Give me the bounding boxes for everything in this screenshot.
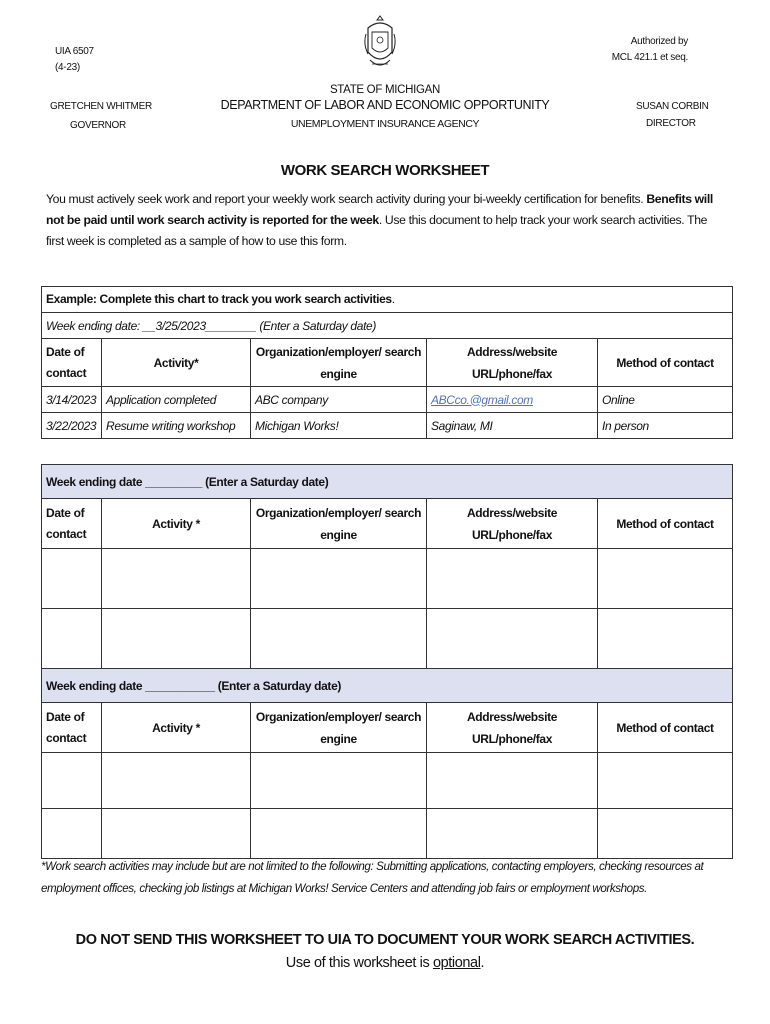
col-header-organization: Organization/employer/ search engine: [251, 339, 427, 387]
input-date[interactable]: [42, 753, 102, 809]
input-activity[interactable]: [102, 549, 251, 609]
cell-organization: ABC company: [251, 387, 427, 413]
col-header-date: Date of contact: [42, 703, 102, 753]
warning-notice: DO NOT SEND THIS WORKSHEET TO UIA TO DOCUMENT YOUR WORK SEARCH ACTIVITIES.: [75, 932, 695, 948]
email-link[interactable]: ABCco.@gmail.com: [431, 392, 533, 407]
optional-notice-end: .: [480, 955, 485, 971]
example-table: [41, 286, 733, 439]
cell-address: [427, 387, 598, 413]
example-week-ending: Week ending date: __3/25/2023________ (Enter a Saturday date): [42, 313, 733, 339]
cell-activity: Application completed: [102, 387, 251, 413]
optional-word: optional: [432, 955, 481, 971]
optional-notice-text: Use of this worksheet is: [285, 955, 433, 971]
department-name: DEPARTMENT OF LABOR AND ECONOMIC OPPORTUNITY: [220, 98, 550, 112]
col-header-method: Method of contact: [598, 499, 733, 549]
col-header-method: Method of contact: [598, 339, 733, 387]
week-one-table: [41, 464, 733, 859]
intro-text: You must actively seek work and report your weekly work search activity during your bi-weekly certification for benefits.: [46, 192, 647, 206]
cell-method: Online: [598, 387, 733, 413]
michigan-seal-icon: [364, 14, 396, 74]
week-one-heading[interactable]: Week ending date _________ (Enter a Saturday date): [42, 465, 733, 499]
example-heading: [42, 287, 733, 313]
director-title: DIRECTOR: [646, 118, 696, 129]
col-header-activity: Activity*: [102, 339, 251, 387]
col-header-address: Address/website URL/phone/fax: [427, 339, 598, 387]
col-header-activity: Activity *: [102, 703, 251, 753]
governor-title: GOVERNOR: [70, 120, 126, 131]
cell-date: 3/14/2023: [42, 387, 102, 413]
input-method[interactable]: [598, 809, 733, 859]
table-row: [42, 753, 733, 809]
input-activity[interactable]: [102, 809, 251, 859]
col-header-date: Date of contact: [42, 339, 102, 387]
table-row: [42, 609, 733, 669]
intro-paragraph: [46, 189, 726, 252]
col-header-address: Address/website URL/phone/fax: [427, 703, 598, 753]
intro-bold-text: Benefits will not be paid until work search activity is reported for the week: [46, 192, 713, 227]
form-id: UIA 6507: [55, 46, 94, 57]
col-header-method: Method of contact: [598, 703, 733, 753]
cell-address: Saginaw, MI: [427, 413, 598, 439]
input-address[interactable]: [427, 609, 598, 669]
input-organization[interactable]: [251, 549, 427, 609]
cell-method: In person: [598, 413, 733, 439]
authorized-by: Authorized by: [630, 36, 688, 47]
col-header-date: Date of contact: [42, 499, 102, 549]
input-activity[interactable]: [102, 753, 251, 809]
table-row: [42, 809, 733, 859]
cell-date: 3/22/2023: [42, 413, 102, 439]
table-row: [42, 413, 733, 439]
week-two-heading[interactable]: Week ending date ___________ (Enter a Saturday date): [42, 669, 733, 703]
optional-notice: [0, 955, 770, 971]
intro-text-end: . Use this document to help track your work search activities. The first week is completed as a sample of how to use this form.: [46, 213, 708, 248]
input-address[interactable]: [427, 809, 598, 859]
example-heading-text: Example: Complete this chart to track you work search activities: [46, 292, 392, 306]
col-header-organization: Organization/employer/ search engine: [251, 499, 427, 549]
table-row: [42, 387, 733, 413]
input-date[interactable]: [42, 549, 102, 609]
input-address[interactable]: [427, 549, 598, 609]
footnote: *Work search activities may include but are not limited to the following: Submitting applications, contacting employers, checking resources at employment offices, checking job listings at Michigan Works! Service Centers and attending job fairs or employment workshops.: [41, 860, 704, 895]
cell-organization: Michigan Works!: [251, 413, 427, 439]
input-activity[interactable]: [102, 609, 251, 669]
table-row: [42, 549, 733, 609]
input-method[interactable]: [598, 753, 733, 809]
input-date[interactable]: [42, 609, 102, 669]
input-organization[interactable]: [251, 753, 427, 809]
form-revision: (4-23): [55, 62, 80, 73]
example-heading-end: .: [391, 292, 395, 306]
col-header-activity: Activity *: [102, 499, 251, 549]
input-organization[interactable]: [251, 809, 427, 859]
cell-activity: Resume writing workshop: [102, 413, 251, 439]
input-method[interactable]: [598, 549, 733, 609]
page-title: WORK SEARCH WORKSHEET: [280, 162, 490, 179]
statute-reference: MCL 421.1 et seq.: [611, 52, 688, 63]
state-name: STATE OF MICHIGAN: [329, 84, 441, 96]
director-name: SUSAN CORBIN: [636, 101, 709, 112]
col-header-organization: Organization/employer/ search engine: [251, 703, 427, 753]
input-organization[interactable]: [251, 609, 427, 669]
input-method[interactable]: [598, 609, 733, 669]
agency-name: UNEMPLOYMENT INSURANCE AGENCY: [290, 118, 480, 130]
governor-name: GRETCHEN WHITMER: [50, 101, 152, 112]
input-date[interactable]: [42, 809, 102, 859]
input-address[interactable]: [427, 753, 598, 809]
col-header-address: Address/website URL/phone/fax: [427, 499, 598, 549]
